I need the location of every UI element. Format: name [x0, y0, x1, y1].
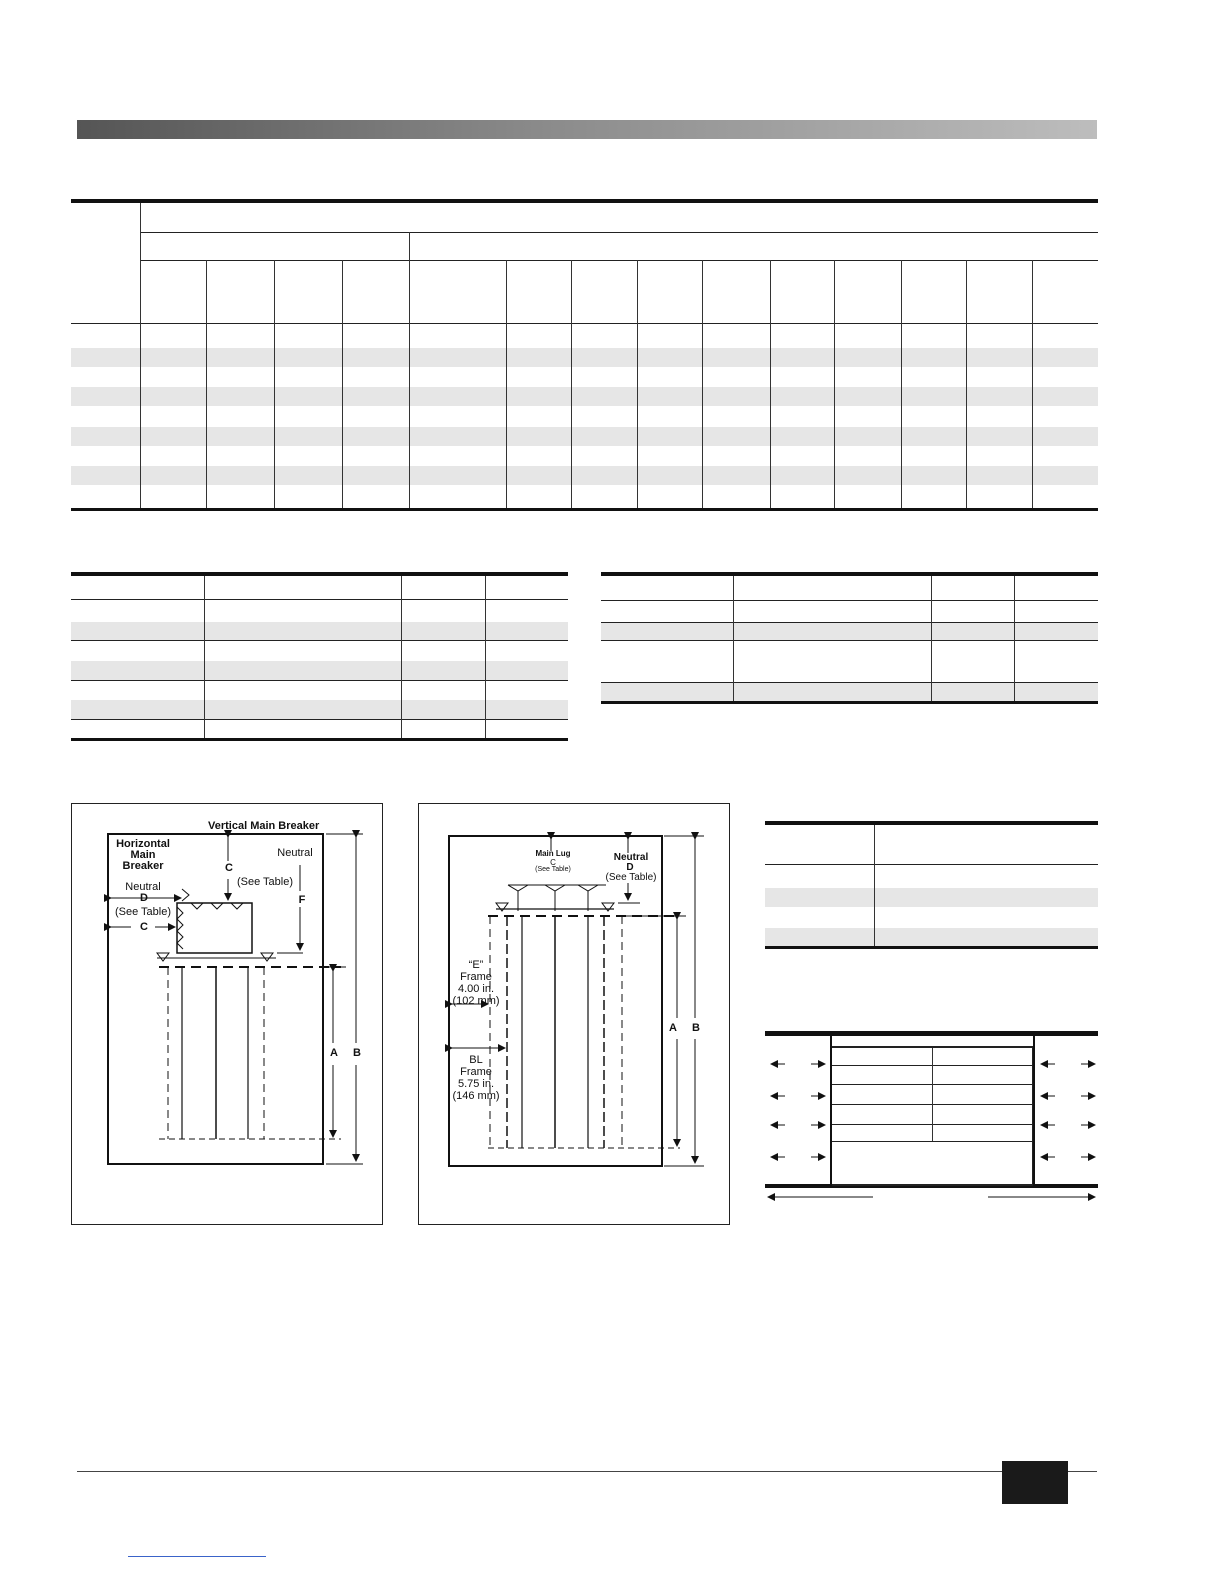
e-frame-label-4: (102 mm)	[452, 995, 500, 1007]
table-bottom-rule	[71, 508, 1098, 511]
see-table-left-label: (See Table)	[114, 906, 172, 918]
c-label: C	[550, 858, 556, 867]
table-row	[765, 928, 1098, 947]
table-row	[765, 888, 1098, 907]
c-left-label: C	[140, 921, 148, 933]
table-row	[71, 387, 1098, 406]
d-label: D	[626, 862, 634, 873]
bl-frame-label-4: (146 mm)	[452, 1090, 500, 1102]
bl-frame-label-3: 5.75 in.	[457, 1078, 495, 1090]
page-number-box	[1002, 1461, 1068, 1504]
e-frame-label-1: “E”	[468, 959, 484, 971]
gutter-arrows	[765, 1036, 1098, 1206]
neutral-left-label: Neutral	[125, 881, 161, 893]
b-label: B	[353, 1047, 361, 1059]
main-lug-label: Main Lug	[535, 849, 571, 858]
bl-frame-label-1: BL	[469, 1054, 483, 1066]
vertical-main-breaker-label: Vertical Main Breaker	[208, 820, 320, 832]
header-banner	[77, 120, 1097, 139]
see-table-top-label: (See Table)	[236, 876, 294, 888]
main-label: Main	[130, 849, 156, 861]
table-row	[601, 682, 1098, 701]
breaker-label: Breaker	[122, 860, 164, 872]
see-table-d-label: (See Table)	[605, 872, 657, 883]
a-label: A	[330, 1047, 338, 1059]
figure-main-lug	[418, 803, 730, 1225]
a-label: A	[669, 1022, 677, 1034]
c-top-label: C	[225, 862, 233, 874]
bl-frame-label-2: Frame	[460, 1066, 492, 1078]
table-row	[71, 700, 568, 719]
neutral-label: Neutral	[613, 852, 649, 863]
f-label: F	[298, 894, 306, 906]
b-label: B	[692, 1022, 700, 1034]
footer-rule	[77, 1471, 1097, 1472]
table-row	[71, 661, 568, 680]
table-top-rule	[71, 199, 1098, 203]
table-row	[71, 622, 568, 640]
table-row	[601, 622, 1098, 640]
horizontal-label: Horizontal	[116, 838, 170, 850]
table-row	[71, 466, 1098, 485]
table-row	[71, 427, 1098, 446]
d-label: D	[140, 892, 148, 904]
see-table-c-label: (See Table)	[535, 866, 571, 873]
figure-main-breaker	[71, 803, 383, 1225]
neutral-top-label: Neutral	[277, 847, 313, 859]
footer-link[interactable]	[128, 1556, 266, 1557]
e-frame-label-2: Frame	[460, 971, 492, 983]
table-row	[71, 348, 1098, 367]
e-frame-label-3: 4.00 in.	[457, 983, 495, 995]
